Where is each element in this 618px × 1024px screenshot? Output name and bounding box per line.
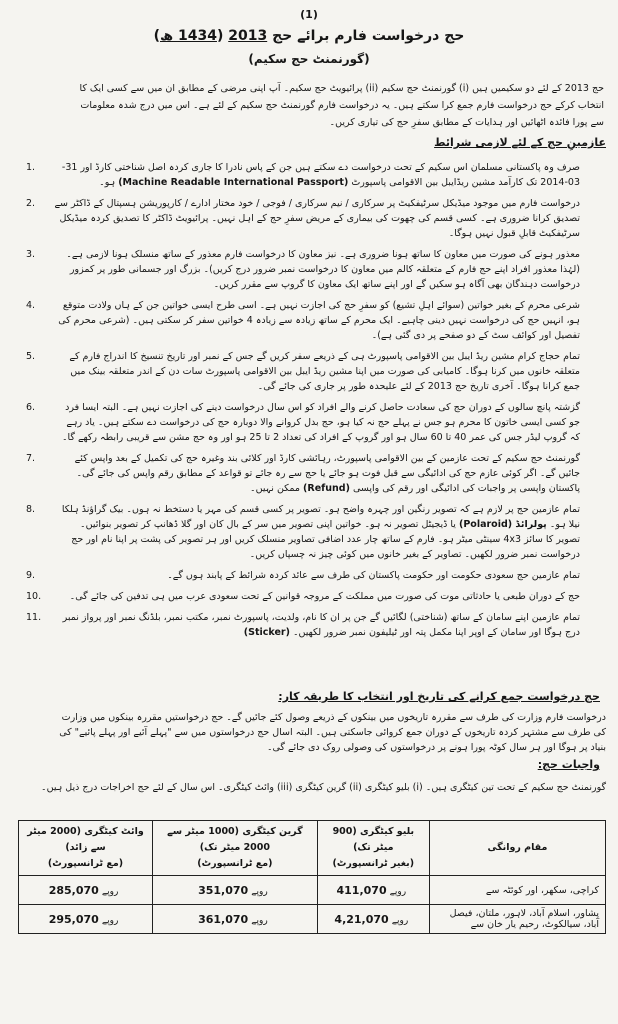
requirement-item <box>20 247 610 292</box>
requirement-text-tail: ممکن نہیں۔ <box>250 483 301 494</box>
fees-header-green: گرین کیٹگری (1000 میٹر سے 2000 میٹر تک) (مع ٹرانسپورٹ) <box>153 821 318 876</box>
categories-paragraph: گورنمنٹ حج سکیم کے تحت تین کیٹگری ہیں۔ (i) بلیو کیٹگری (ii) گرین کیٹگری (iii) وائٹ کیٹگری۔ اس سال کے لئے حج اخراجات درج ذیل ہیں۔ <box>41 782 606 793</box>
requirement-item <box>20 502 610 562</box>
fees-row <box>19 905 606 934</box>
dues-heading: واجبات حج: <box>537 758 600 771</box>
requirement-text: درخواست فارم میں موجود میڈیکل سرٹیفکیٹ پر سرکاری / نیم سرکاری / فوجی / خود مختار ادارے / کارپوریشن ہسپتال کے ڈاکٹر سے تصدیق کرانا ضروری ہے۔ کسی قسم کی چھوت کی بیماری کے مریض سفرِ حج کے اہل نہیں۔ پرائیویٹ ڈاکٹر کا تصدیق کردہ میڈیکل سرٹیفکیٹ قابلِ قبول نہیں ہوگا۔ <box>54 198 580 239</box>
requirements-list <box>20 160 610 646</box>
requirement-number: 6. <box>26 402 36 413</box>
title-main: حج درخواست فارم برائے حج <box>272 28 465 44</box>
requirement-item <box>20 610 610 640</box>
fees-cell-green: روپے 361,070 <box>153 905 318 934</box>
fees-cell-city: پشاور، اسلام آباد، لاہور، ملتان، فیصل آباد، سیالکوٹ، رحیم یار خان سے <box>429 905 605 934</box>
requirement-text: شرعی محرم کے بغیر خواتین (سوائے اہلِ تشیع) کو سفرِ حج کی اجازت نہیں ہے۔ اسی طرح ایسی خواتین جن کے ہاں ولادت متوقع ہو، انہیں حج کی درخواست نہیں دینی چاہیے۔ ایک محرم کے ساتھ زیادہ سے زیادہ 4 خواتین سفر کر سکتی ہیں۔ (شرعی محرم کی تفصیل اور کوائف سٹ کے دو صفحے پر دی گئی ہے)۔ <box>58 300 580 341</box>
requirement-number: 2. <box>26 198 36 209</box>
fees-cell-city: کراچی، سکھر، اور کوئٹہ سے <box>429 876 605 905</box>
requirement-text: معذور ہونے کی صورت میں معاون کا ساتھ ہونا ضروری ہے۔ نیز معاون کا درخواست فارم معذور کے ساتھ منسلک ہونا لازمی ہے۔ (لہٰذا معذور افراد اپنے حج فارم کے متعلقہ کالم میں معاون کا درخواست نمبر ضرور درج کریں)۔ بزرگ اور جسمانی طور پر کمزور درخواست دہندگان بھی آگاہ ہو سکیں گے اور اپنے ساتھ ایک معاون کا گروپ سے مقرر کریں۔ <box>66 249 580 290</box>
fees-table-header-row <box>19 821 606 876</box>
requirement-text: تمام عازمین حج سعودی حکومت اور حکومت پاکستان کی طرف سے عائد کردہ شرائط کے پابند ہوں گے۔ <box>167 570 580 581</box>
requirement-item <box>20 298 610 343</box>
requirement-item <box>20 589 610 604</box>
fees-header-blue: بلیو کیٹگری (900 میٹر تک) (بغیر ٹرانسپورٹ) <box>317 821 429 876</box>
page-number: (1) <box>300 8 318 21</box>
requirement-text-tail: یا ڈیجیٹل تصویر نہ ہو۔ خواتین اپنی تصویر میں سر کے بال کان اور گلا ڈھانپ کر تصویر بنوائیں۔ تصویر کا سائز 4x3 سینٹی میٹر ہو۔ فارم کے ساتھ چار عدد اضافی تصاویر منسلک کریں اور ہر تصویر کی پشت پر اپنا نام اور حج درخواست نمبر ضرور لکھیں۔ تصاویر کے بغیر خانوں میں کوئی چیز نہ چسپاں کریں۔ <box>71 519 580 560</box>
fees-table <box>18 820 606 934</box>
document-title <box>0 28 618 44</box>
requirement-text: تمام عازمین حج پر لازم ہے کہ تصویر رنگین اور چہرہ واضح ہو۔ تصویر پر کسی قسم کی مہر یا دستخط نہ ہوں۔ بیک گراؤنڈ ہلکا نیلا ہو۔ <box>61 504 580 530</box>
fees-header-white: وائٹ کیٹگری (2000 میٹر سے زائد) (مع ٹرانسپورٹ) <box>19 821 153 876</box>
requirement-text: تمام عازمین اپنے سامان کے ساتھ (شناختی) لگائیں گے جن پر ان کا نام، ولدیت، پاسپورٹ نمبر، مکتب نمبر، بلڈنگ نمبر اور پرواز نمبر درج ہوگا اور سامان کے اوپر اپنا مکمل پتہ اور ٹیلیفون نمبر ضرور لکھیں۔ <box>62 612 580 638</box>
requirement-text: صرف وہ پاکستانی مسلمان اس سکیم کے تحت درخواست دے سکتے ہیں جن کے پاس نادرا کا جاری کردہ اصل شناختی کارڈ اور 31-03-2014 تک کارآمد مشین ریڈایبل بین الاقوامی پاسپورٹ <box>61 162 580 188</box>
requirement-text: حج کے دوران طبعی یا حادثاتی موت کی صورت میں مملکت کے مروجہ قوانین کے تحت سعودی عرب میں ہی تدفین کی جائے گی۔ <box>69 591 580 602</box>
fees-cell-green: روپے 351,070 <box>153 876 318 905</box>
requirement-number: 7. <box>26 453 36 464</box>
requirement-english-term: (Polaroid) پولرائڈ <box>458 519 547 530</box>
schedule-heading: حج درخواست جمع کرانے کی تاریخ اور انتخاب کا طریقہ کار: <box>278 690 600 703</box>
requirement-text: گزشتہ پانچ سالوں کے دوران حج کی سعادت حاصل کرنے والے افراد کو اس سال درخواست دینے کی اجازت نہیں ہے۔ البتہ ایسا فرد جو کسی ایسی خاتون کا محرم ہو جس نے پہلے حج نہ کیا ہو، حج بدل کروانے والا دوبارہ حج کی درخواست دے سکتے ہیں۔ یاد رہے کہ گروپ لیڈر جس کی عمر 40 تا 60 سال ہو اور گروپ کے افراد کی تعداد 2 تا 25 ہو اور وہ حج مشن سے قریبی رابطہ رکھے گا۔ <box>61 402 580 443</box>
requirement-english-term: (Refund) <box>303 483 350 494</box>
fees-cell-blue: روپے 4,21,070 <box>317 905 429 934</box>
fees-header-departure: مقام روانگی <box>429 821 605 876</box>
requirements-heading: عازمینِ حج کے لئے لازمی شرائط <box>434 136 606 149</box>
requirement-text: تمام حجاج کرام مشین ریڈ ایبل بین الاقوامی پاسپورٹ ہی کے ذریعے سفر کریں گے جس کے نمبر اور تاریخ تنسیخ کا اندراج فارم کے متعلقہ خانوں میں کرنا ہوگا۔ کامیابی کی صورت میں اپنا مشین ریڈ ایبل بین الاقوامی پاسپورٹ سات دن کے اندر متعلقہ بینک میں جمع کرانا ہوگا۔ آخری تاریخ حج 2013 کے لئے علیحدہ طور پر جاری کی جائے گی۔ <box>69 351 580 392</box>
requirement-number: 11. <box>26 612 42 623</box>
requirement-item <box>20 451 610 496</box>
requirement-number: 10. <box>26 591 42 602</box>
requirement-item <box>20 196 610 241</box>
fees-row <box>19 876 606 905</box>
title-close-paren: ) <box>153 28 160 44</box>
requirement-number: 3. <box>26 249 36 260</box>
title-year: 2013 <box>228 28 268 44</box>
requirement-item <box>20 400 610 445</box>
intro-paragraph: حج 2013 کے لئے دو سکیمیں ہیں (i) گورنمنٹ حج سکیم (ii) پرائیویٹ حج سکیم۔ آپ اپنی مرضی کے مطابق ان میں سے کسی ایک کا انتخاب کرکے حج درخواست فارم جمع کرا سکتے ہیں۔ یہ درخواست فارم گورنمنٹ حج سکیم کے لئے ہے۔ اس میں درج شدہ معلومات سے پورا فائدہ اٹھائیں اور ہدایات کے مطابق سفرِ حج کی تیاری کریں۔ <box>79 83 604 128</box>
fees-cell-white: روپے 295,070 <box>19 905 153 934</box>
schedule-paragraph: درخواست فارم وزارت کی طرف سے مقررہ تاریخوں میں بینکوں کے ذریعے وصول کئے جائیں گے۔ حج درخواستیں مقررہ بینکوں میں وزارت کی طرف سے مشتہر کردہ تاریخوں کے دوران جمع کروائی جاسکتی ہیں۔ البتہ اسال حج درخواستوں میں سے "پہلے آئیے اور پہلے پائیے" کی بنیاد پر ہوگا اور ہر سال کوٹہ پورا ہونے پر درخواستوں کی وصولی روک دی جائے گی۔ <box>59 712 606 753</box>
requirement-number: 5. <box>26 351 36 362</box>
requirement-english-term: (Sticker) <box>243 627 290 638</box>
requirement-item <box>20 160 610 190</box>
document-subtitle: (گورنمنٹ حج سکیم) <box>248 52 370 66</box>
requirement-item <box>20 349 610 394</box>
requirement-text-tail: ہو۔ <box>99 177 116 188</box>
requirement-number: 9. <box>26 570 36 581</box>
title-hijri-year: 1434 ھ <box>159 28 217 44</box>
requirement-number: 1. <box>26 162 36 173</box>
requirement-number: 8. <box>26 504 36 515</box>
title-open-paren: ( <box>216 28 224 44</box>
fees-cell-blue: روپے 411,070 <box>317 876 429 905</box>
requirement-text: گورنمنٹ حج سکیم کے تحت عازمین کے بین الاقوامی پاسپورٹ، رہائشی کارڈ اور کلائی بند وغیرہ حج کی تکمیل کے بعد واپس کئے جائیں گے۔ اگر کوئی عازم حج کی ادائیگی سے قبل فوت ہو جائے یا حج سے رہ جائے تو قواعد کے مطابق رقم واپس کی جائے گی۔ پاکستان واپسی پر واجبات کی ادائیگی اور رقم کی واپسی <box>74 453 580 494</box>
requirement-item <box>20 568 610 583</box>
requirement-number: 4. <box>26 300 36 311</box>
fees-cell-white: روپے 285,070 <box>19 876 153 905</box>
requirement-english-term: (Machine Readable International Passport) <box>118 177 349 188</box>
